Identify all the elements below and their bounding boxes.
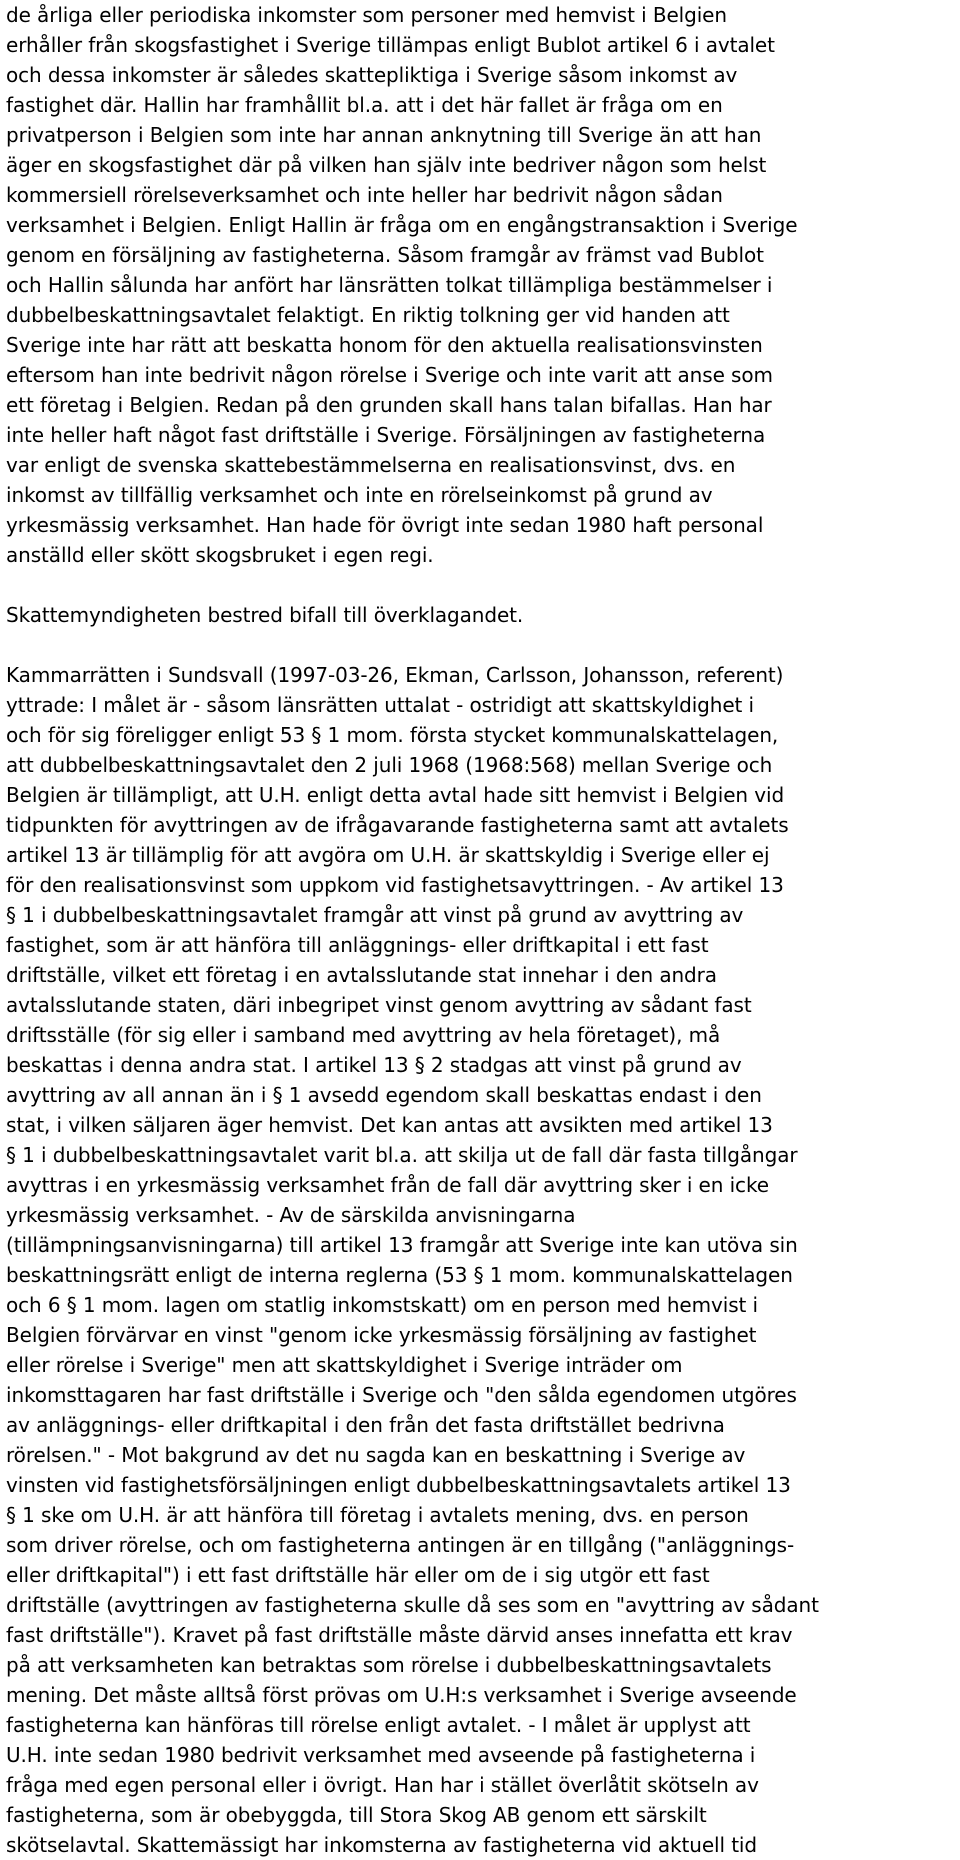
- paragraph-tax-authority: [6, 600, 952, 630]
- text-line: privatperson i Belgien som inte har annan anknytning till Sverige än att han: [6, 123, 762, 147]
- text-line: tidpunkten för avyttringen av de ifrågavarande fastigheterna samt att avtalets: [6, 813, 789, 837]
- text-line: Kammarrätten i Sundsvall (1997-03-26, Ekman, Carlsson, Johansson, referent): [6, 663, 784, 687]
- text-line: driftsställe (för sig eller i samband med avyttring av hela företaget), må: [6, 1023, 721, 1047]
- text-line: för den realisationsvinst som uppkom vid fastighetsavyttringen. - Av artikel 13: [6, 873, 784, 897]
- text-line: driftställe, vilket ett företag i en avtalsslutande stat innehar i den andra: [6, 963, 717, 987]
- text-line: anställd eller skött skogsbruket i egen regi.: [6, 543, 434, 567]
- text-line: de årliga eller periodiska inkomster som personer med hemvist i Belgien: [6, 3, 727, 27]
- text-line: § 1 ske om U.H. är att hänföra till företag i avtalets mening, dvs. en person: [6, 1503, 749, 1527]
- text-line: inte heller haft något fast driftställe i Sverige. Försäljningen av fastigheterna: [6, 423, 766, 447]
- text-line: Skattemyndigheten bestred bifall till överklagandet.: [6, 603, 524, 627]
- text-line: U.H. inte sedan 1980 bedrivit verksamhet med avseende på fastigheterna i: [6, 1743, 756, 1767]
- text-line: yttrade: I målet är - såsom länsrätten uttalat - ostridigt att skattskyldighet i: [6, 693, 755, 717]
- text-line: avtalsslutande staten, däri inbegripet vinst genom avyttring av sådant fast: [6, 993, 752, 1017]
- text-line: vinsten vid fastighetsförsäljningen enligt dubbelbeskattningsavtalets artikel 13: [6, 1473, 791, 1497]
- text-line: mening. Det måste alltså först prövas om U.H:s verksamhet i Sverige avseende: [6, 1683, 797, 1707]
- text-line: ett företag i Belgien. Redan på den grunden skall hans talan bifallas. Han har: [6, 393, 772, 417]
- text-line: på att verksamheten kan betraktas som rörelse i dubbelbeskattningsavtalets: [6, 1653, 772, 1677]
- text-line: (tillämpningsanvisningarna) till artikel 13 framgår att Sverige inte kan utöva sin: [6, 1233, 798, 1257]
- text-line: att dubbelbeskattningsavtalet den 2 juli 1968 (1968:568) mellan Sverige och: [6, 753, 773, 777]
- text-line: inkomsttagaren har fast driftställe i Sverige och "den sålda egendomen utgöres: [6, 1383, 797, 1407]
- text-line: fastigheterna kan hänföras till rörelse enligt avtalet. - I målet är upplyst att: [6, 1713, 751, 1737]
- text-line: Belgien förvärvar en vinst "genom icke yrkesmässig försäljning av fastighet: [6, 1323, 757, 1347]
- text-line: driftställe (avyttringen av fastigheterna skulle då ses som en "avyttring av sådant: [6, 1593, 819, 1617]
- text-line: och 6 § 1 mom. lagen om statlig inkomstskatt) om en person med hemvist i: [6, 1293, 758, 1317]
- paragraph-appellant-arguments: [6, 0, 952, 570]
- text-line: yrkesmässig verksamhet. - Av de särskilda anvisningarna: [6, 1203, 576, 1227]
- text-line: som driver rörelse, och om fastigheterna antingen är en tillgång ("anläggnings-: [6, 1533, 795, 1557]
- paragraph-spacer: [6, 630, 952, 660]
- text-line: beskattas i denna andra stat. I artikel 13 § 2 stadgas att vinst på grund av: [6, 1053, 742, 1077]
- text-line: Sverige inte har rätt att beskatta honom för den aktuella realisationsvinsten: [6, 333, 763, 357]
- text-line: beskattningsrätt enligt de interna reglerna (53 § 1 mom. kommunalskattelagen: [6, 1263, 793, 1287]
- text-line: eller driftkapital") i ett fast driftställe här eller om de i sig utgör ett fast: [6, 1563, 710, 1587]
- text-line: fast driftställe"). Kravet på fast driftställe måste därvid anses innefatta ett krav: [6, 1623, 793, 1647]
- text-line: inkomst av tillfällig verksamhet och inte en rörelseinkomst på grund av: [6, 483, 713, 507]
- text-line: dubbelbeskattningsavtalet felaktigt. En riktig tolkning ger vid handen att: [6, 303, 730, 327]
- text-line: yrkesmässig verksamhet. Han hade för övrigt inte sedan 1980 haft personal: [6, 513, 764, 537]
- text-line: skötselavtal. Skattemässigt har inkomsterna av fastigheterna vid aktuell tid: [6, 1833, 757, 1857]
- paragraph-court-ruling: [6, 660, 952, 1860]
- text-line: fråga med egen personal eller i övrigt. Han har i stället överlåtit skötseln av: [6, 1773, 759, 1797]
- text-line: fastighet där. Hallin har framhållit bl.a. att i det här fallet är fråga om en: [6, 93, 723, 117]
- text-line: och Hallin sålunda har anfört har länsrätten tolkat tillämpliga bestämmelser i: [6, 273, 773, 297]
- text-line: eftersom han inte bedrivit någon rörelse i Sverige och inte varit att anse som: [6, 363, 773, 387]
- text-line: avyttring av all annan än i § 1 avsedd egendom skall beskattas endast i den: [6, 1083, 762, 1107]
- text-line: rörelsen." - Mot bakgrund av det nu sagda kan en beskattning i Sverige av: [6, 1443, 746, 1467]
- text-line: av anläggnings- eller driftkapital i den från det fasta driftstället bedrivna: [6, 1413, 725, 1437]
- text-line: äger en skogsfastighet där på vilken han själv inte bedriver någon som helst: [6, 153, 767, 177]
- text-line: genom en försäljning av fastigheterna. Såsom framgår av främst vad Bublot: [6, 243, 764, 267]
- text-line: var enligt de svenska skattebestämmelserna en realisationsvinst, dvs. en: [6, 453, 736, 477]
- text-line: § 1 i dubbelbeskattningsavtalet varit bl.a. att skilja ut de fall där fasta tillgångar: [6, 1143, 798, 1167]
- text-line: Belgien är tillämpligt, att U.H. enligt detta avtal hade sitt hemvist i Belgien vid: [6, 783, 785, 807]
- text-line: § 1 i dubbelbeskattningsavtalet framgår att vinst på grund av avyttring av: [6, 903, 744, 927]
- paragraph-spacer: [6, 570, 952, 600]
- text-line: stat, i vilken säljaren äger hemvist. Det kan antas att avsikten med artikel 13: [6, 1113, 773, 1137]
- text-line: avyttras i en yrkesmässig verksamhet från de fall där avyttring sker i en icke: [6, 1173, 769, 1197]
- text-line: verksamhet i Belgien. Enligt Hallin är fråga om en engångstransaktion i Sverige: [6, 213, 798, 237]
- text-line: kommersiell rörelseverksamhet och inte heller har bedrivit någon sådan: [6, 183, 723, 207]
- text-line: eller rörelse i Sverige" men att skattskyldighet i Sverige inträder om: [6, 1353, 683, 1377]
- text-line: fastigheterna, som är obebyggda, till Stora Skog AB genom ett särskilt: [6, 1803, 707, 1827]
- text-line: och dessa inkomster är således skattepliktiga i Sverige såsom inkomst av: [6, 63, 738, 87]
- text-line: artikel 13 är tillämplig för att avgöra om U.H. är skattskyldig i Sverige eller ej: [6, 843, 770, 867]
- text-line: fastighet, som är att hänföra till anläggnings- eller driftkapital i ett fast: [6, 933, 709, 957]
- text-line: och för sig föreligger enligt 53 § 1 mom. första stycket kommunalskattelagen,: [6, 723, 779, 747]
- text-line: erhåller från skogsfastighet i Sverige tillämpas enligt Bublot artikel 6 i avtalet: [6, 33, 775, 57]
